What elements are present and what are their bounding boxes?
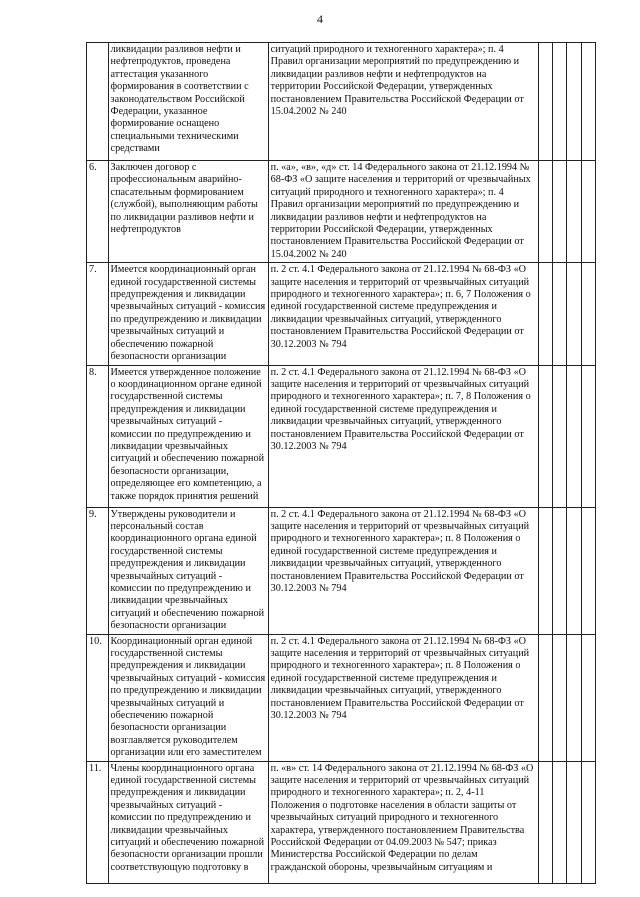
answer-no-cell bbox=[552, 161, 566, 263]
requirement-cell: Члены координационного органа единой государственной системы предупреждения и ликвидации чрезвычайных ситуаций - комиссии по предупреждению и ликвидации чрезвычайных ситуаций и обеспечению пожарной безопасности организации прошли соответствующую подготовку в bbox=[108, 761, 268, 883]
answer-na-cell bbox=[567, 507, 581, 634]
legal-reference-cell: п. 2 ст. 4.1 Федерального закона от 21.12.1994 № 68-ФЗ «О защите населения и территорий от чрезвычайных ситуаций природного и техногенного характера»; п. 8 Положения о единой государственной системе предупреждения и ликвидации чрезвычайных ситуаций, утвержденного постановлением Правительства Российской Федерации от 30.12.2003 № 794 bbox=[268, 507, 538, 634]
row-number: 9. bbox=[87, 507, 109, 634]
table-row bbox=[87, 365, 596, 507]
answer-no-cell bbox=[552, 263, 566, 365]
requirement-cell: Имеется координационный орган единой государственной системы предупреждения и ликвидации чрезвычайных ситуаций - комиссия по предупреждению и ликвидации чрезвычайных ситуаций и обеспечению пожарной безопасности организации bbox=[108, 263, 268, 365]
legal-reference-cell: ситуаций природного и техногенного характера»; п. 4 Правил организации мероприятий по предупреждению и ликвидации разливов нефти и нефтепродуктов на территории Российской Федерации, утвержденных постановлением Правительства Российской Федерации от 15.04.2002 № 240 bbox=[268, 43, 538, 161]
row-number: 10. bbox=[87, 634, 109, 761]
comment-cell bbox=[581, 507, 595, 634]
comment-cell bbox=[581, 634, 595, 761]
answer-yes-cell bbox=[538, 761, 552, 883]
legal-reference-cell: п. 2 ст. 4.1 Федерального закона от 21.12.1994 № 68-ФЗ «О защите населения и территорий от чрезвычайных ситуаций природного и техногенного характера»; п. 7, 8 Положения о единой государственной системе предупреждения и ликвидации чрезвычайных ситуаций, утвержденного постановлением Правительства Российской Федерации от 30.12.2003 № 794 bbox=[268, 365, 538, 507]
comment-cell bbox=[581, 761, 595, 883]
comment-cell bbox=[581, 263, 595, 365]
row-number: 6. bbox=[87, 161, 109, 263]
answer-na-cell bbox=[567, 161, 581, 263]
answer-yes-cell bbox=[538, 365, 552, 507]
requirement-cell: Координационный орган единой государственной системы предупреждения и ликвидации чрезвычайных ситуаций - комиссия по предупреждению и ликвидации чрезвычайных ситуаций и обеспечению пожарной безопасности организации возглавляется руководителем организации или его заместителем bbox=[108, 634, 268, 761]
answer-yes-cell bbox=[538, 161, 552, 263]
requirement-cell: Заключен договор с профессиональным аварийно-спасательным формированием (службой), выполняющим работы по ликвидации разливов нефти и нефтепродуктов bbox=[108, 161, 268, 263]
row-number: 7. bbox=[87, 263, 109, 365]
legal-reference-cell: п. 2 ст. 4.1 Федерального закона от 21.12.1994 № 68-ФЗ «О защите населения и территорий от чрезвычайных ситуаций природного и техногенного характера»; п. 6, 7 Положения о единой государственной системе предупреждения и ликвидации чрезвычайных ситуаций, утвержденного постановлением Правительства Российской Федерации от 30.12.2003 № 794 bbox=[268, 263, 538, 365]
table-row bbox=[87, 161, 596, 263]
answer-no-cell bbox=[552, 43, 566, 161]
answer-na-cell bbox=[567, 365, 581, 507]
answer-no-cell bbox=[552, 507, 566, 634]
requirement-cell: Имеется утвержденное положение о координационном органе единой государственной системы предупреждения и ликвидации чрезвычайных ситуаций - комиссии по предупреждению и ликвидации чрезвычайных ситуаций и обеспечению пожарной безопасности организации, определяющее его компетенцию, а также порядок принятия решений bbox=[108, 365, 268, 507]
table-row bbox=[87, 634, 596, 761]
page-number: 4 bbox=[317, 12, 323, 26]
checklist-table bbox=[86, 42, 596, 884]
answer-yes-cell bbox=[538, 634, 552, 761]
table-row bbox=[87, 507, 596, 634]
answer-na-cell bbox=[567, 43, 581, 161]
comment-cell bbox=[581, 161, 595, 263]
answer-yes-cell bbox=[538, 507, 552, 634]
answer-na-cell bbox=[567, 634, 581, 761]
requirement-cell: ликвидации разливов нефти и нефтепродуктов, проведена аттестация указанного формирования в соответствии с законодательством Российской Федерации, указанное формирование оснащено специальными техническими средствами bbox=[108, 43, 268, 161]
legal-reference-cell: п. «в» ст. 14 Федерального закона от 21.12.1994 № 68-ФЗ «О защите населения и территорий от чрезвычайных ситуаций природного и техногенного характера»; п. 2, 4-11 Положения о подготовке населения в области защиты от чрезвычайных ситуаций природного и техногенного характера, утвержденного постановлением Правительства Российской Федерации от 04.09.2003 № 547; приказ Министерства Российской Федерации по делам гражданской обороны, чрезвычайным ситуациям и bbox=[268, 761, 538, 883]
answer-na-cell bbox=[567, 761, 581, 883]
answer-na-cell bbox=[567, 263, 581, 365]
comment-cell bbox=[581, 365, 595, 507]
checklist-rows bbox=[87, 43, 596, 884]
answer-yes-cell bbox=[538, 43, 552, 161]
table-row bbox=[87, 761, 596, 883]
row-number: 8. bbox=[87, 365, 109, 507]
comment-cell bbox=[581, 43, 595, 161]
requirement-cell: Утверждены руководители и персональный состав координационного органа единой государственной системы предупреждения и ликвидации чрезвычайных ситуаций - комиссии по предупреждению и ликвидации чрезвычайных ситуаций и обеспечению пожарной безопасности организации bbox=[108, 507, 268, 634]
table-row bbox=[87, 43, 596, 161]
answer-no-cell bbox=[552, 761, 566, 883]
answer-no-cell bbox=[552, 365, 566, 507]
legal-reference-cell: п. «а», «в», «д» ст. 14 Федерального закона от 21.12.1994 № 68-ФЗ «О защите населения и территорий от чрезвычайных ситуаций природного и техногенного характера»; п. 4 Правил организации мероприятий по предупреждению и ликвидации разливов нефти и нефтепродуктов на территории Российской Федерации, утвержденных постановлением Правительства Российской Федерации от 15.04.2002 № 240 bbox=[268, 161, 538, 263]
answer-no-cell bbox=[552, 634, 566, 761]
answer-yes-cell bbox=[538, 263, 552, 365]
row-number bbox=[87, 43, 109, 161]
table-row bbox=[87, 263, 596, 365]
row-number: 11. bbox=[87, 761, 109, 883]
legal-reference-cell: п. 2 ст. 4.1 Федерального закона от 21.12.1994 № 68-ФЗ «О защите населения и территорий от чрезвычайных ситуаций природного и техногенного характера»; п. 8 Положения о единой государственной системе предупреждения и ликвидации чрезвычайных ситуаций, утвержденного постановлением Правительства Российской Федерации от 30.12.2003 № 794 bbox=[268, 634, 538, 761]
